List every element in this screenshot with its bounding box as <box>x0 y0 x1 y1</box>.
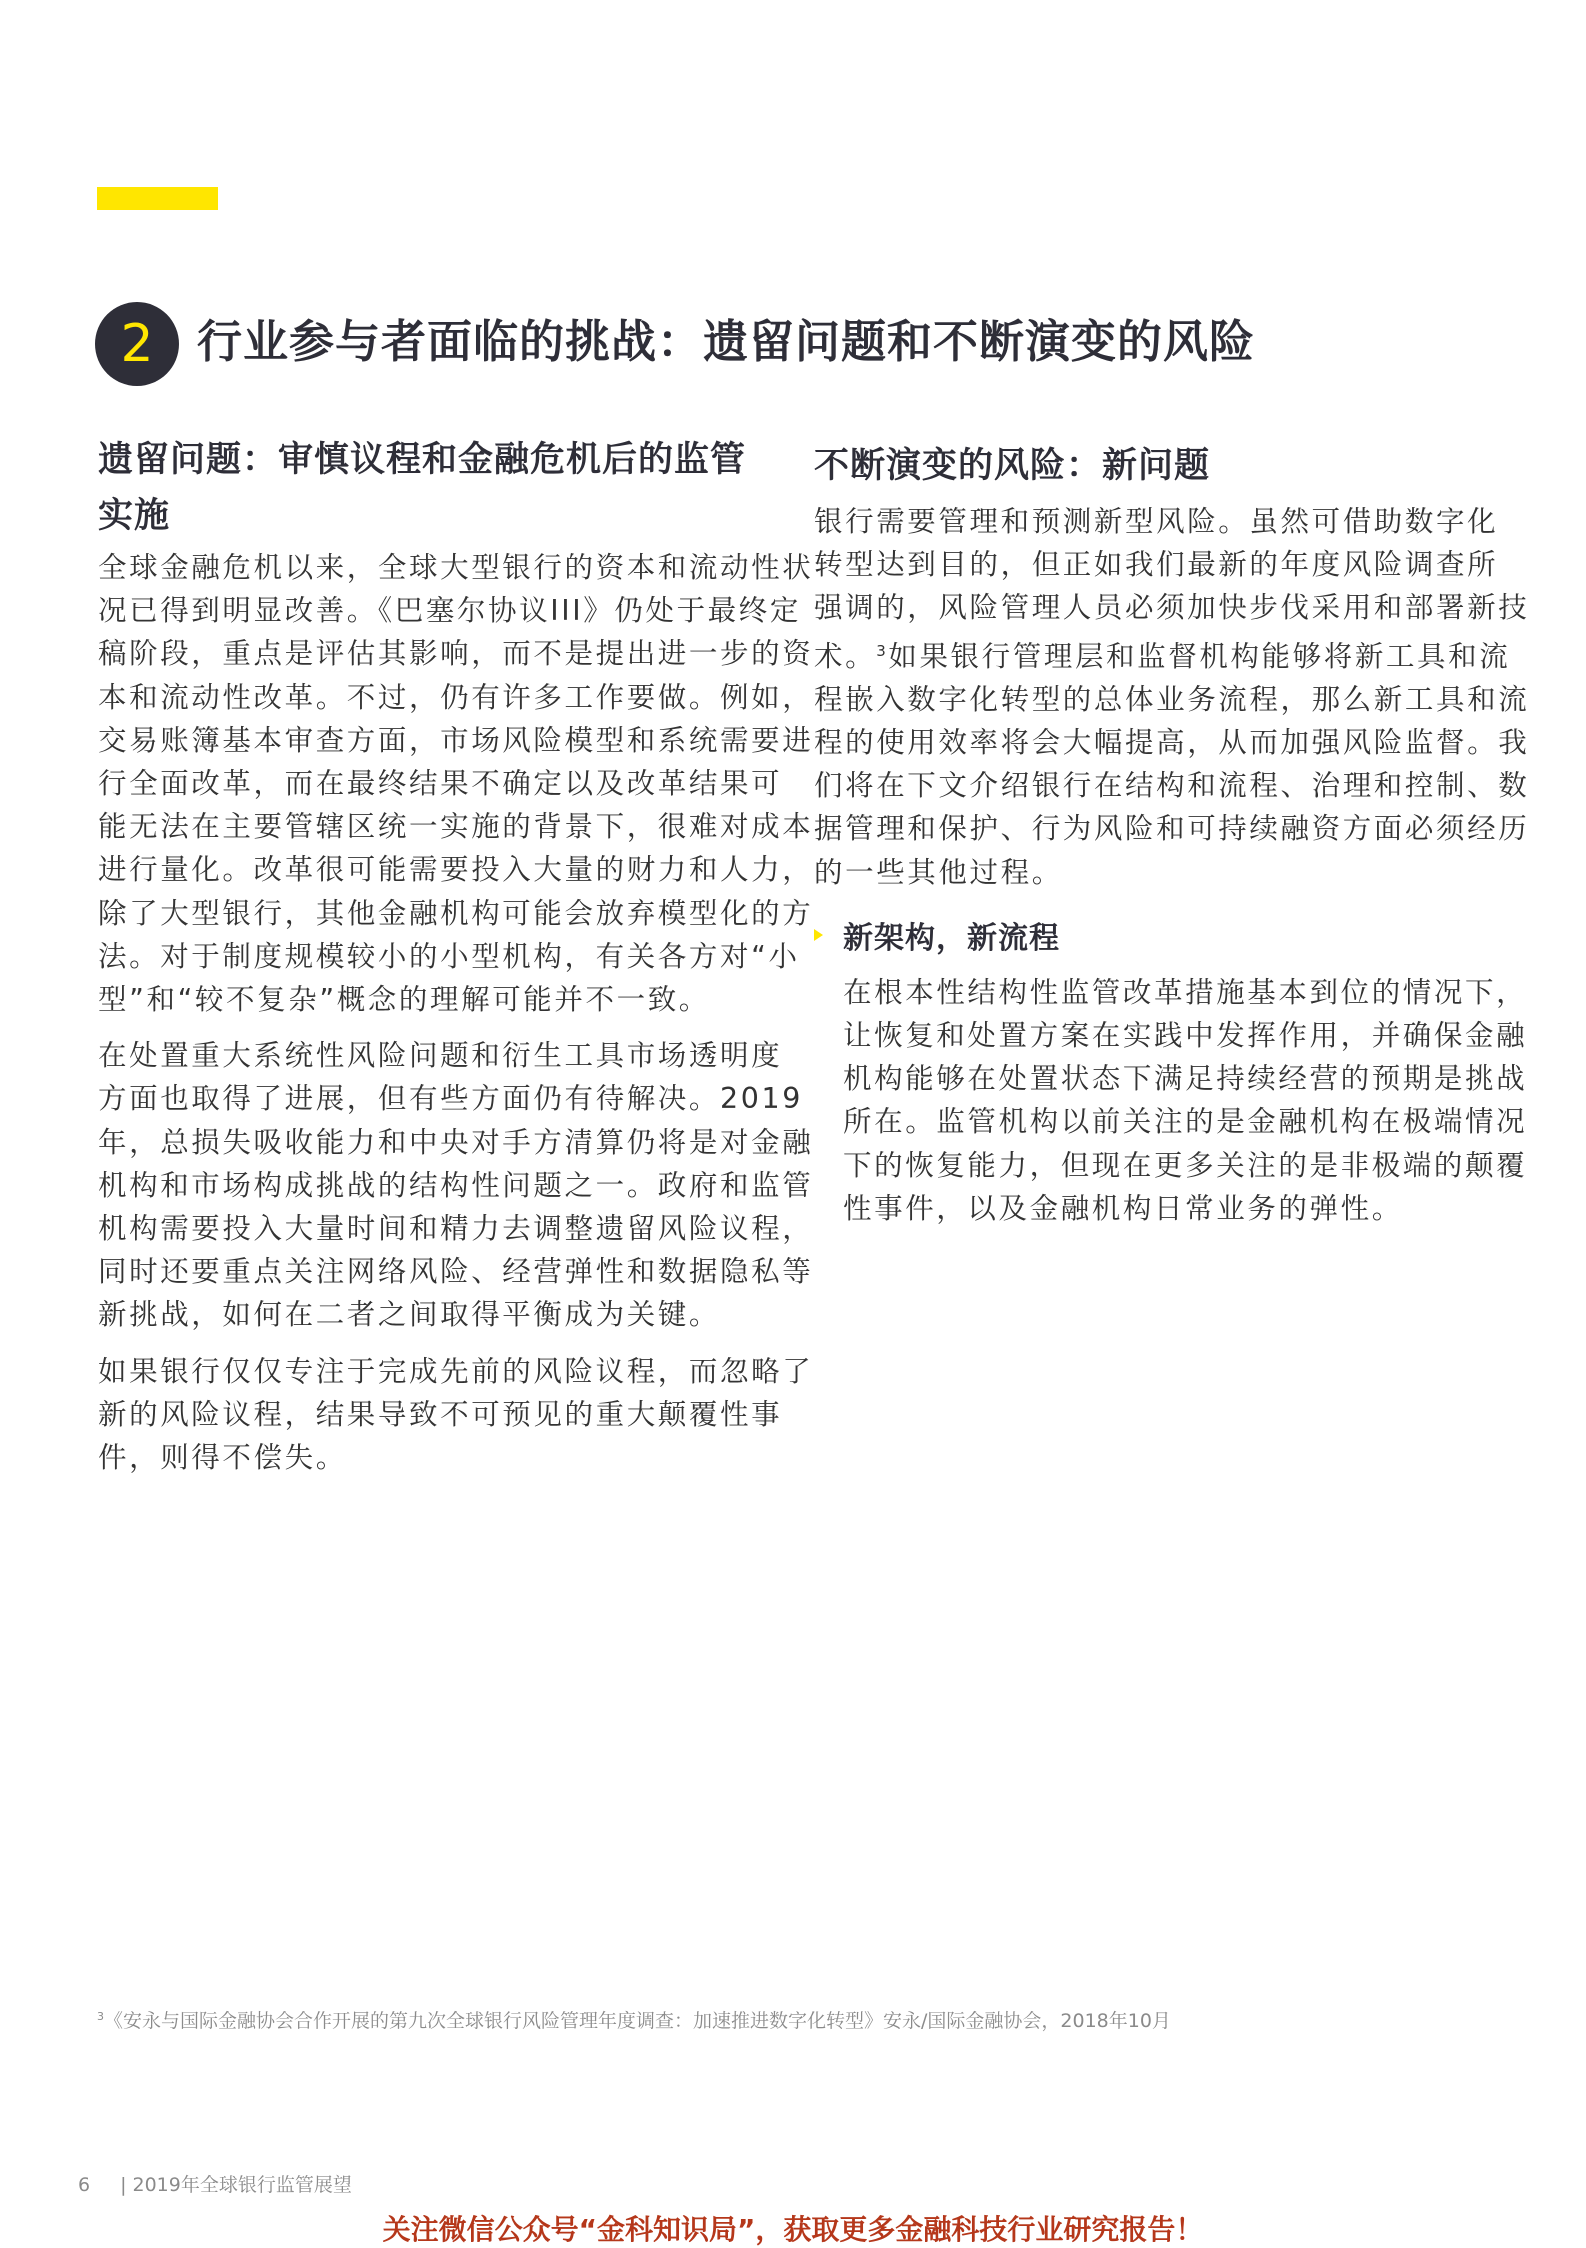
section-number-badge: 2 <box>95 302 179 386</box>
text-line: 所在。监管机构以前关注的是金融机构在极端情况 <box>843 1105 1528 1139</box>
text-line: 稿阶段，重点是评估其影响，而不是提出进一步的资 <box>98 637 814 671</box>
text-line <box>814 630 1514 678</box>
text-fragment: 如果银行管理层和监督机构能够将新工具和流 <box>888 639 1511 673</box>
paragraph <box>814 500 1530 894</box>
triangle-bullet-icon <box>814 929 823 941</box>
heading-line: 实施 <box>98 496 171 536</box>
text-line: 在处置重大系统性风险问题和衍生工具市场透明度 <box>98 1039 783 1073</box>
text-line: 程嵌入数字化转型的总体业务流程，那么新工具和流 <box>814 682 1530 716</box>
text-fragment: 术。 <box>814 639 877 673</box>
text-line: 行全面改革，而在最终结果不确定以及改革结果可 <box>98 767 783 801</box>
accent-bar <box>97 187 218 210</box>
text-line: 本和流动性改革。不过，仍有许多工作要做。例如， <box>98 680 814 714</box>
text-line: 们将在下文介绍银行在结构和流程、治理和控制、数 <box>814 769 1530 803</box>
text-line: 能无法在主要管辖区统一实施的背景下，很难对成本 <box>98 810 814 844</box>
subheading: 新架构，新流程 <box>843 920 1060 956</box>
text-line: 新的风险议程，结果导致不可预见的重大颠覆性事 <box>98 1397 783 1431</box>
text-line: 的一些其他过程。 <box>814 855 1063 889</box>
text-line: 据管理和保护、行为风险和可持续融资方面必须经历 <box>814 812 1530 846</box>
text-line: 下的恢复能力，但现在更多关注的是非极端的颠覆 <box>843 1148 1528 1182</box>
promo-banner: 关注微信公众号“金科知识局”，获取更多金融科技行业研究报告！ <box>382 2213 1204 2246</box>
left-heading <box>98 432 798 544</box>
text-line: 件，则得不偿失。 <box>98 1441 347 1475</box>
text-line: 机构需要投入大量时间和精力去调整遗留风险议程， <box>98 1212 814 1246</box>
heading-line: 遗留问题：审慎议程和金融危机后的监管 <box>98 440 747 480</box>
text-line: 全球金融危机以来，全球大型银行的资本和流动性状 <box>98 551 814 584</box>
text-line: 方面也取得了进展，但有些方面仍有待解决。2019 <box>98 1082 803 1116</box>
text-line: 同时还要重点关注网络风险、经营弹性和数据隐私等 <box>98 1255 814 1289</box>
footnote <box>97 2006 1171 2033</box>
paragraph <box>98 1350 814 1480</box>
text-line: 型”和“较不复杂”概念的理解可能并不一致。 <box>98 983 710 1017</box>
text-line: 除了大型银行，其他金融机构可能会放弃模型化的方 <box>98 896 814 930</box>
text-line: 机构能够在处置状态下满足持续经营的预期是挑战 <box>843 1062 1528 1096</box>
text-line: 性事件，以及金融机构日常业务的弹性。 <box>843 1191 1403 1225</box>
text-line: 机构和市场构成挑战的结构性问题之一。政府和监管 <box>98 1168 814 1202</box>
text-line: 进行量化。改革很可能需要投入大量的财力和人力， <box>98 853 814 887</box>
paragraph <box>98 1034 814 1336</box>
text-line: 在根本性结构性监管改革措施基本到位的情况下， <box>843 975 1528 1009</box>
text-line: 新挑战，如何在二者之间取得平衡成为关键。 <box>98 1298 721 1332</box>
text-line: 银行需要管理和预测新型风险。虽然可借助数字化 <box>814 505 1499 538</box>
text-line: 年，总损失吸收能力和中央对手方清算仍将是对金融 <box>98 1125 814 1159</box>
text-line: 况已得到明显改善。《巴塞尔协议III》仍处于最终定 <box>98 594 801 628</box>
right-column <box>814 438 1530 1243</box>
text-line: 法。对于制度规模较小的小型机构，有关各方对“小 <box>98 939 800 973</box>
separator: | <box>120 2174 127 2196</box>
page-footer <box>78 2170 352 2197</box>
paragraph <box>843 971 1528 1230</box>
text-line: 如果银行仅仅专注于完成先前的风险议程，而忽略了 <box>98 1354 814 1388</box>
page-number: 6 <box>78 2174 91 2196</box>
text-line: 转型达到目的，但正如我们最新的年度风险调查所 <box>814 548 1499 582</box>
footnote-text: 《安永与国际金融协会合作开展的第九次全球银行风险管理年度调查：加速推进数字化转型》安永/国际金融协会，2018年10月 <box>104 2010 1171 2032</box>
footnote-number: 3 <box>97 2010 104 2023</box>
footnote-ref: 3 <box>876 641 889 660</box>
right-heading: 不断演变的风险：新问题 <box>814 446 1211 486</box>
text-line: 程的使用效率将会大幅提高，从而加强风险监督。我 <box>814 726 1530 760</box>
text-line: 交易账簿基本审查方面，市场风险模型和系统需要进 <box>98 723 814 757</box>
bullet-subheading <box>814 907 1514 963</box>
paragraph <box>98 546 814 1021</box>
section-title: 行业参与者面临的挑战：遗留问题和不断演变的风险 <box>197 315 1256 368</box>
document-title: 2019年全球银行监管展望 <box>132 2174 352 2196</box>
text-line: 强调的，风险管理人员必须加快步伐采用和部署新技 <box>814 591 1530 625</box>
text-line: 让恢复和处置方案在实践中发挥作用，并确保金融 <box>843 1019 1528 1053</box>
left-column <box>98 432 814 1492</box>
